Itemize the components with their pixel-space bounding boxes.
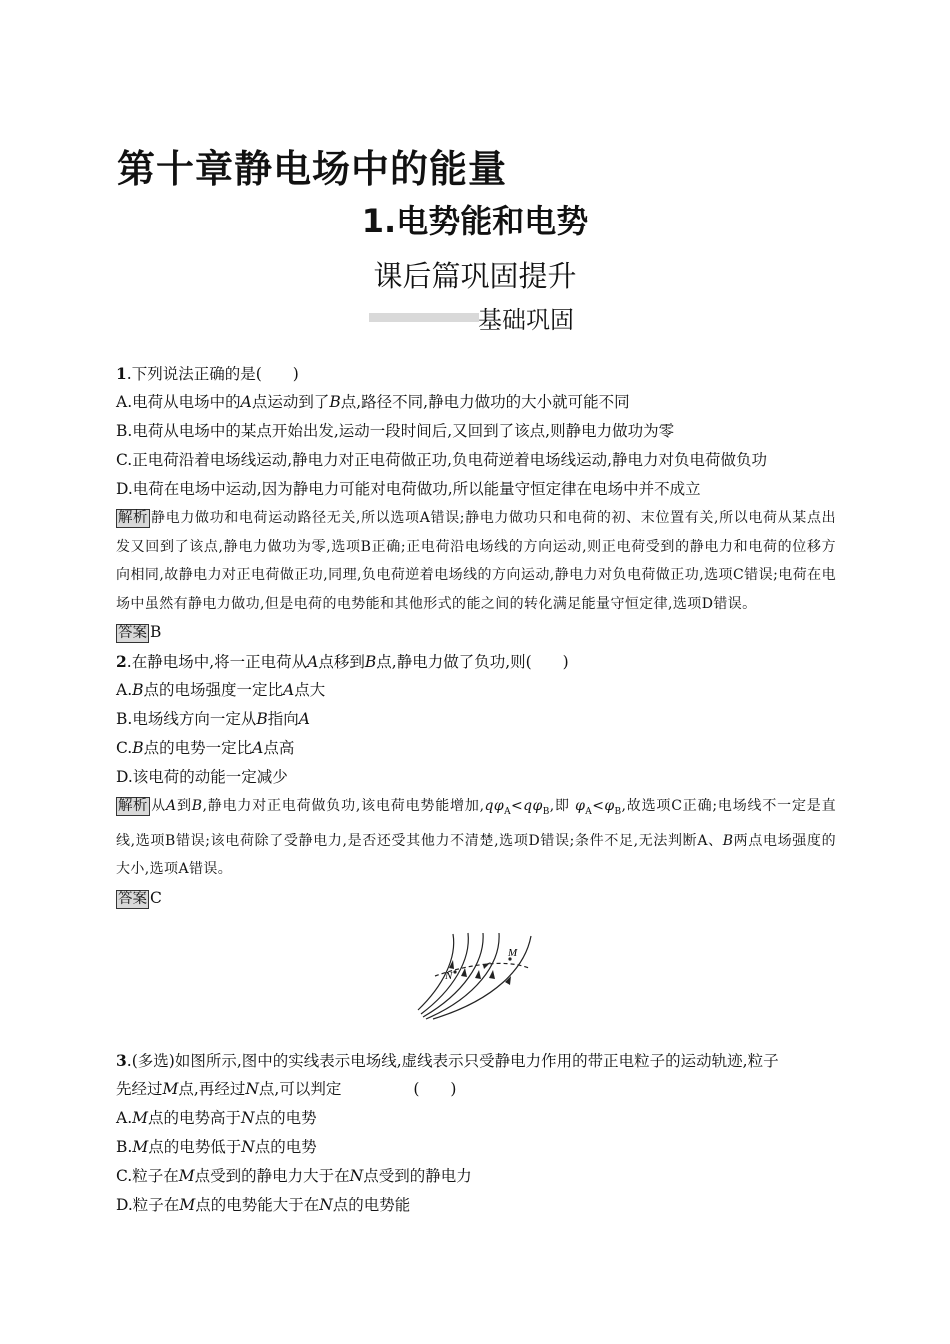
q3-d-mid: 点的电势能大于在	[195, 1196, 320, 1214]
q3-stem-line1	[116, 1046, 836, 1075]
q1-option-a-text2: 点运动到了	[251, 393, 330, 411]
q2-stem-text2: 点移到	[318, 653, 365, 672]
arrow-3	[475, 970, 481, 979]
q2-a-point-b: B	[132, 681, 144, 700]
q1-option-b: B.电荷从电场中的某点开始出发,运动一段时间后,又回到了该点,则静电力做功为零	[116, 422, 675, 440]
q2-ana-sub-b1: B	[542, 807, 550, 818]
q3-c-m: M	[178, 1167, 195, 1185]
q1-number: 1	[116, 364, 127, 383]
q1-answer-value: B	[150, 623, 162, 642]
q2-ana-b: B	[191, 798, 203, 815]
q2-c-point-b: B	[132, 739, 144, 758]
q2-c-point-a: A	[252, 739, 264, 758]
q3-c-pre: C.粒子在	[116, 1167, 179, 1185]
q2-ana-q2: q	[523, 798, 533, 815]
q3-stem-2c: 点,可以判定	[258, 1080, 342, 1098]
q2-a-point-a: A	[283, 681, 295, 700]
q3-b-pre: B.	[116, 1138, 133, 1156]
chapter-title: 第十章静电场中的能量	[117, 147, 508, 191]
q2-ana-t2: 到	[176, 798, 192, 815]
q2-a-mid: 点的电场强度一定比	[143, 681, 284, 700]
q3-d-pre: D.粒子在	[116, 1196, 180, 1214]
q2-stem-point-a: A	[307, 653, 319, 672]
q2-answer	[116, 884, 836, 913]
q3-d-post: 点的电势能	[332, 1196, 411, 1214]
q3-stem-text1: .(多选)如图所示,图中的实线表示电场线,虚线表示只受静电力作用的带正电粒子的运动轨迹,粒子	[126, 1052, 779, 1070]
q1-analysis	[116, 504, 836, 618]
q2-ana-a: A	[166, 798, 177, 815]
label-m: M	[508, 947, 518, 959]
q3-a-pre: A.	[116, 1109, 133, 1127]
q3-c-mid: 点受到的静电力大于在	[194, 1167, 350, 1185]
q1-option-d: D.电荷在电场中运动,因为静电力可能对电荷做功,所以能量守恒定律在电场中并不成立	[116, 480, 701, 498]
analysis-tag: 解析	[118, 510, 148, 526]
q1-option-a-point-a: A	[240, 393, 252, 411]
q2-option-a	[116, 676, 836, 705]
analysis-tag: 解析	[118, 798, 148, 815]
q3-a-mid: 点的电势高于	[148, 1109, 242, 1127]
q1-option-a	[116, 388, 836, 417]
q2-a-pre: A.	[116, 681, 133, 700]
q3-b-m: M	[132, 1138, 149, 1156]
q2-b-mid: 指向	[267, 710, 299, 729]
q2-number: 2	[116, 652, 127, 672]
sub-title: 课后篇巩固提升	[373, 259, 577, 293]
q2-ana-sub-a2: A	[585, 807, 593, 818]
field-lines-figure	[413, 928, 537, 1020]
q2-ana-sub-b2: B	[614, 807, 622, 818]
question-content	[116, 359, 836, 913]
q2-answer-value: C	[150, 888, 162, 907]
q1-answer	[116, 618, 836, 647]
q3-d-n: N	[319, 1196, 333, 1214]
q2-ana-phi3: φ	[575, 798, 586, 815]
arrow-4	[489, 970, 495, 979]
q3-stem-2b: 点,再经过	[178, 1080, 246, 1098]
q2-stem-point-b: B	[364, 653, 377, 672]
q1-stem-text: .下列说法正确的是( )	[126, 365, 299, 383]
q2-a-post: 点大	[294, 681, 326, 700]
q3-b-post: 点的电势	[254, 1138, 317, 1156]
q2-c-pre: C.	[116, 739, 133, 758]
q3-c-n: N	[349, 1167, 364, 1185]
q2-ana-sub-a1: A	[504, 807, 511, 818]
q3-stem-m: M	[162, 1080, 179, 1098]
q3-answer-paren: ( )	[413, 1080, 457, 1098]
q3-d-m: M	[179, 1196, 196, 1214]
q2-ana-phi2: φ	[532, 798, 543, 815]
q3-option-a	[116, 1104, 836, 1133]
q2-ana-phi1: φ	[493, 798, 505, 815]
q1-option-a-text1: A.电荷从电场中的	[116, 393, 241, 411]
q3-a-n: N	[241, 1109, 255, 1127]
q2-analysis	[116, 792, 836, 884]
q1-option-c: C.正电荷沿着电场线运动,静电力对正电荷做正功,负电荷逆着电场线运动,静电力对负电荷做负功	[116, 451, 768, 469]
q2-ana-lt1: <	[511, 798, 524, 815]
q3-a-post: 点的电势	[254, 1109, 317, 1127]
q2-option-c	[116, 734, 836, 763]
q2-c-mid: 点的电势一定比	[143, 739, 253, 758]
q2-stem	[116, 647, 836, 676]
q2-ana-q1: q	[484, 798, 494, 815]
q1-stem	[116, 359, 836, 388]
answer-tag: 答案	[118, 890, 147, 907]
section-number: 1	[361, 202, 385, 240]
q3-option-c	[116, 1162, 836, 1191]
q1-option-a-point-b: B	[329, 393, 341, 411]
q2-ana-t1: 从	[150, 798, 167, 815]
q2-ana-t4: ,即	[549, 798, 576, 815]
q3-stem-line2	[116, 1075, 836, 1104]
q1-analysis-text: 静电力做功和电荷运动路径无关,所以选项A错误;静电力做功只和电荷的初、末位置有关,所以电荷从某点出发又回到了该点,静电力做功为零,选项B正确;正电荷沿电场线的方向运动,则正电荷受到的静电力和电荷的位移方向相同,故静电力对正电荷做正功,同理,负电荷逆着电场线的方向运动,静电力对负电荷做正功,选项C错误;电荷在电场中虽然有静电力做功,但是电荷的电势能和其他形式的能之间的转化满足能量守恒定律,选项D错误。	[116, 510, 836, 612]
level-bar-decoration	[369, 313, 479, 322]
question-3	[116, 1046, 836, 1220]
section-title	[0, 196, 950, 242]
q2-stem-text1: .在静电场中,将一正电荷从	[126, 653, 308, 672]
q2-ana-t6: 两点电场强度的大小,选项A错误。	[116, 832, 836, 878]
q3-option-d	[116, 1191, 836, 1220]
q2-ana-t3: ,静电力对正电荷做负功,该电荷电势能增加,	[202, 798, 485, 815]
q2-b-point-b: B	[256, 710, 268, 729]
q2-ana-lt2: <	[592, 798, 605, 815]
q3-a-m: M	[132, 1109, 148, 1127]
q3-b-n: N	[241, 1138, 255, 1156]
q2-ana-b2: B	[722, 832, 734, 849]
q3-stem-n: N	[245, 1080, 259, 1098]
q2-option-d: D.该电荷的动能一定减少	[116, 768, 288, 787]
section-name: .电势能和电势	[384, 202, 589, 240]
q3-b-mid: 点的电势低于	[148, 1138, 242, 1156]
q3-c-post: 点受到的静电力	[363, 1167, 472, 1185]
q2-b-point-a: A	[298, 710, 310, 729]
q3-stem-2a: 先经过	[116, 1080, 163, 1098]
q2-option-b	[116, 705, 836, 734]
point-n-dot	[453, 970, 456, 973]
q3-option-b	[116, 1133, 836, 1162]
q3-number: 3	[116, 1051, 127, 1070]
answer-tag: 答案	[118, 625, 147, 642]
arrow-2	[461, 968, 467, 977]
q2-stem-text3: 点,静电力做了负功,则( )	[376, 653, 569, 672]
q2-c-post: 点高	[263, 739, 295, 758]
q2-ana-phi4: φ	[604, 798, 615, 815]
q2-ana-t5: ,故选项C正确;电场线不一定是直线,选项B错误;该电荷除了受静电力,是否还受其他力不清楚,选项D错误;条件不足,无法判断A、	[116, 798, 837, 849]
q2-b-pre: B.电场线方向一定从	[116, 710, 257, 729]
level-label: 基础巩固	[478, 306, 574, 334]
q1-option-a-text3: 点,路径不同,静电力做功的大小就可能不同	[340, 393, 630, 411]
label-n: N	[445, 970, 453, 982]
